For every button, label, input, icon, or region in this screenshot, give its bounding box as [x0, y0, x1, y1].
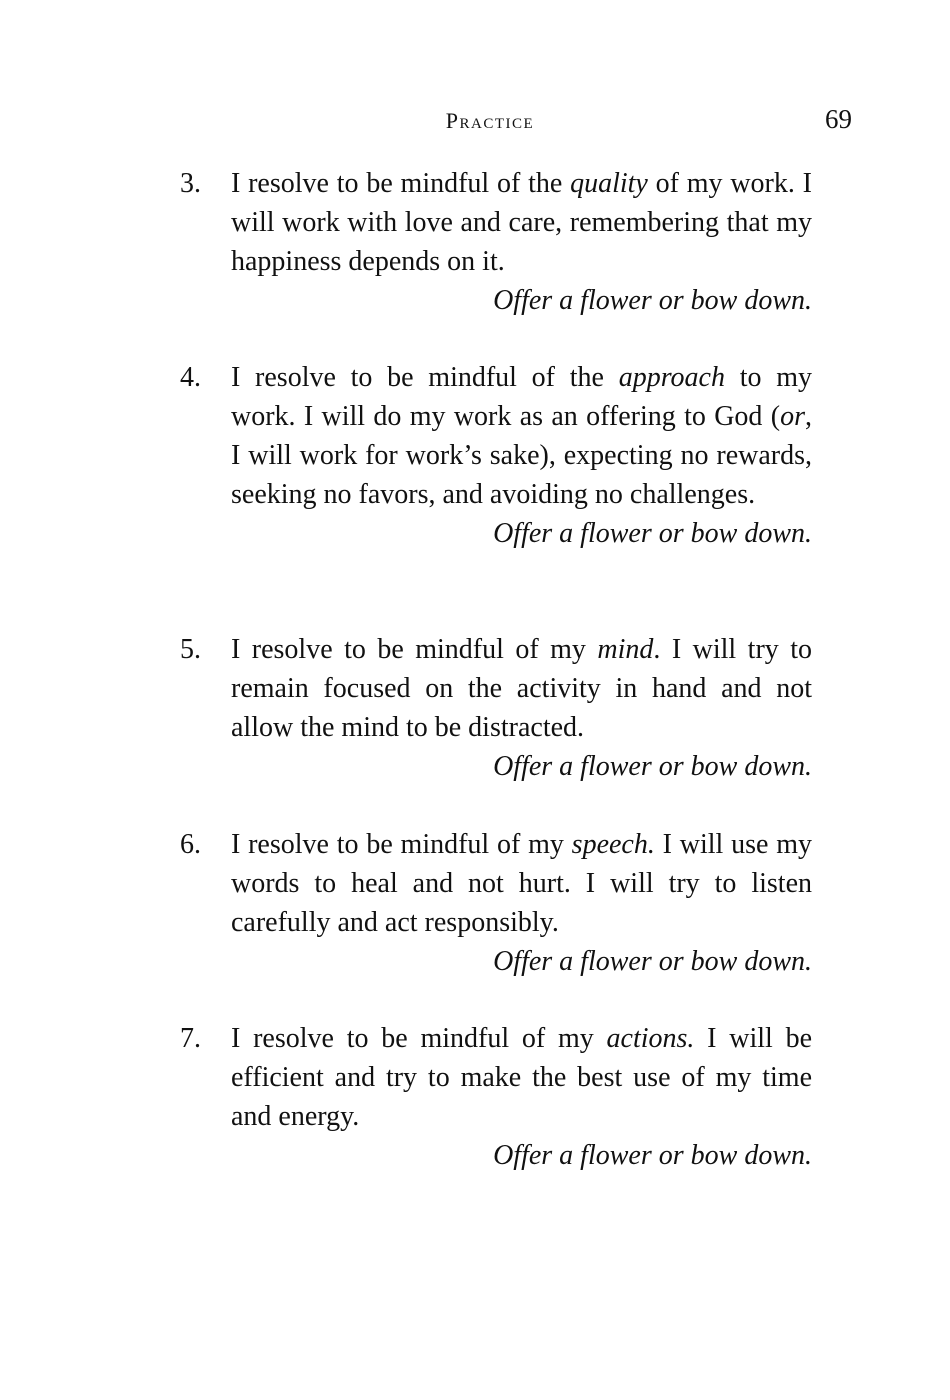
item-emphasis: mind: [597, 634, 654, 665]
item-text-start: I resolve to be mindful of the: [231, 362, 619, 393]
item-instruction: Offer a flower or bow down.: [493, 1140, 812, 1171]
resolution-item-6: [180, 825, 812, 981]
item-instruction: Offer a flower or bow down.: [493, 285, 812, 316]
item-text-start: I resolve to be mindful of my: [231, 634, 598, 665]
item-text-end: I will use my words to heal and not hurt. I will try to listen carefully and act responsibly.: [231, 829, 812, 938]
item-text-middle: to my work. I will do my work as an offering to God (: [231, 362, 812, 432]
item-text-end: I will be efficient and try to make the best use of my time and energy.: [231, 1023, 813, 1132]
item-instruction: Offer a flower or bow down.: [493, 518, 812, 549]
item-text: [231, 630, 812, 747]
resolution-item-4: [180, 358, 812, 553]
item-emphasis-2: or: [780, 401, 805, 432]
item-emphasis: quality: [570, 168, 648, 199]
item-text-end: of my work. I will work with love and care, remembering that my happiness depends on it.: [231, 168, 812, 277]
page-number: 69: [825, 104, 852, 134]
item-instruction: Offer a flower or bow down.: [493, 946, 812, 977]
item-number: 3.: [180, 168, 201, 199]
item-text-end: , I will work for work’s sake), expecting no rewards, seeking no favors, and avoiding no challenges.: [231, 401, 812, 510]
item-emphasis: speech.: [571, 829, 655, 860]
resolution-item-5: [180, 630, 812, 786]
item-text-end: . I will try to remain focused on the activity in hand and not allow the mind to be distracted.: [231, 634, 813, 743]
item-number: 5.: [180, 634, 201, 665]
resolution-item-7: [180, 1019, 812, 1175]
item-number: 7.: [180, 1023, 201, 1054]
item-text: [231, 164, 812, 281]
item-text-start: I resolve to be mindful of my: [231, 829, 572, 860]
item-text: [231, 825, 812, 942]
item-text-start: I resolve to be mindful of my: [231, 1023, 607, 1054]
item-text: [231, 358, 812, 514]
item-emphasis: actions.: [606, 1023, 695, 1054]
item-text: [231, 1019, 812, 1136]
item-instruction: Offer a flower or bow down.: [493, 751, 812, 782]
item-emphasis: approach: [618, 362, 725, 393]
item-number: 6.: [180, 829, 201, 860]
resolution-item-3: [180, 164, 812, 320]
item-number: 4.: [180, 362, 201, 393]
item-text-start: I resolve to be mindful of the: [231, 168, 571, 199]
running-head: Practice: [445, 108, 535, 133]
